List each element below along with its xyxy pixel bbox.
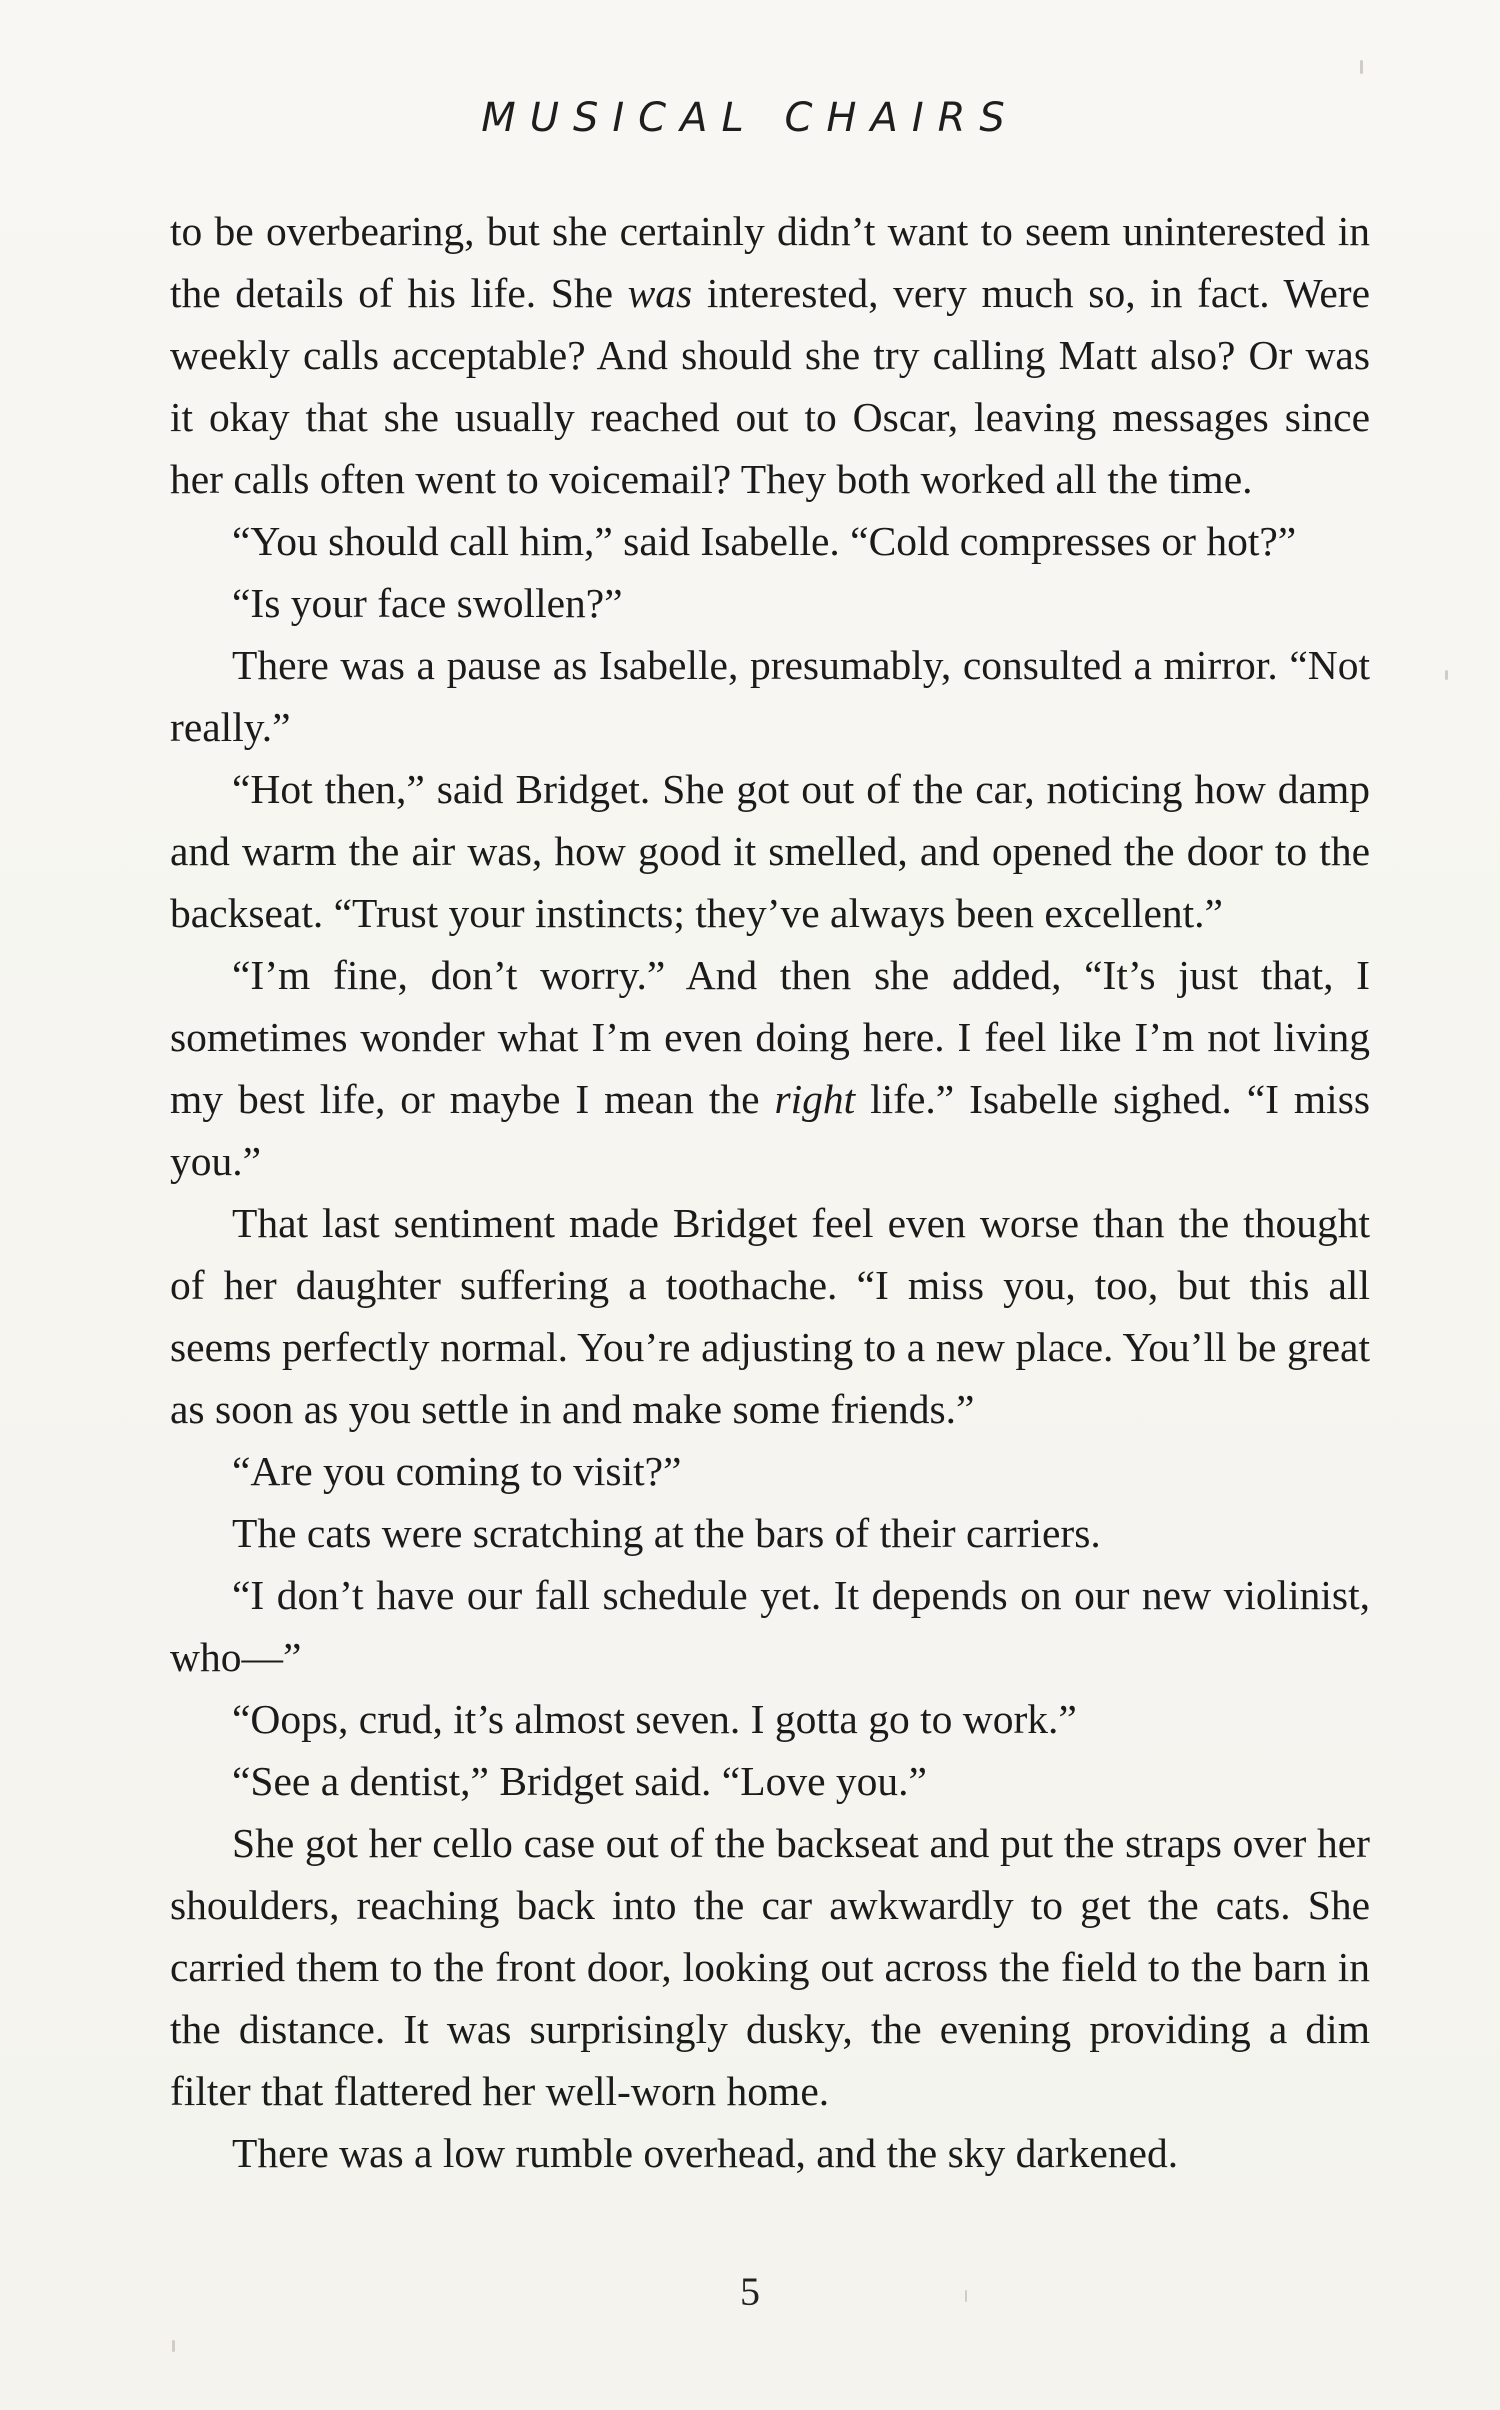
running-head: MUSICAL CHAIRS: [481, 95, 1019, 141]
italic-text: right: [774, 1076, 856, 1122]
text-run: “I’m fine, don’t worry.” And then she added, “It’s just that, I sometimes wonder what I’m even doing here. I feel like I’m not living my best life, or maybe I mean the: [170, 952, 1370, 1122]
paragraph: [170, 1440, 1370, 1502]
text-run: There was a pause as Isabelle, presumably, consulted a mirror. “Not really.”: [170, 642, 1370, 750]
paragraph: [170, 1564, 1370, 1688]
paragraph: [170, 572, 1370, 634]
text-run: “Hot then,” said Bridget. She got out of the car, noticing how damp and warm the air was, how good it smelled, and opened the door to the backseat. “Trust your instincts; they’ve always been excellent.”: [170, 766, 1370, 936]
paragraph: [170, 2122, 1370, 2184]
paragraph: [170, 200, 1370, 510]
text-run: There was a low rumble overhead, and the sky darkened.: [232, 2130, 1179, 2176]
italic-text: was: [627, 270, 693, 316]
paper-speck: [1360, 60, 1363, 74]
paragraph: [170, 1502, 1370, 1564]
paragraph: [170, 758, 1370, 944]
text-run: “I don’t have our fall schedule yet. It depends on our new violinist, who—”: [170, 1572, 1370, 1680]
text-run: The cats were scratching at the bars of their carriers.: [232, 1510, 1101, 1556]
text-run: “Oops, crud, it’s almost seven. I gotta go to work.”: [232, 1696, 1077, 1742]
paper-speck: [172, 2340, 175, 2352]
paragraph: [170, 944, 1370, 1192]
paragraph: [170, 1192, 1370, 1440]
text-run: interested, very much so, in fact. Were weekly calls acceptable? And should she try calling Matt also? Or was it okay that she usually reached out to Oscar, leaving messages since her calls often went to voicemail? They both worked all the time.: [170, 270, 1370, 502]
paragraph: [170, 634, 1370, 758]
body-text: [170, 200, 1370, 2184]
paragraph: [170, 510, 1370, 572]
paper-speck: [965, 2290, 967, 2302]
paragraph: [170, 1750, 1370, 1812]
text-run: “Are you coming to visit?”: [232, 1448, 682, 1494]
text-run: “See a dentist,” Bridget said. “Love you.”: [232, 1758, 927, 1804]
text-run: That last sentiment made Bridget feel even worse than the thought of her daughter suffering a toothache. “I miss you, too, but this all seems perfectly normal. You’re adjusting to a new place. You’ll be great as soon as you settle in and make some friends.”: [170, 1200, 1370, 1432]
text-run: “Is your face swollen?”: [232, 580, 623, 626]
paper-speck: [1445, 670, 1448, 680]
page-number: 5: [740, 2269, 760, 2314]
text-run: life.” Isabelle sighed. “I miss you.”: [170, 1076, 1370, 1184]
text-run: to be overbearing, but she certainly didn’t want to seem uninterested in the details of his life. She: [170, 208, 1370, 316]
paragraph: [170, 1688, 1370, 1750]
text-run: “You should call him,” said Isabelle. “Cold compresses or hot?”: [232, 518, 1297, 564]
paragraph: [170, 1812, 1370, 2122]
text-run: She got her cello case out of the backseat and put the straps over her shoulders, reaching back into the car awkwardly to get the cats. She carried them to the front door, looking out across the field to the barn in the distance. It was surprisingly dusky, the evening providing a dim filter that flattered her well-worn home.: [170, 1820, 1370, 2114]
